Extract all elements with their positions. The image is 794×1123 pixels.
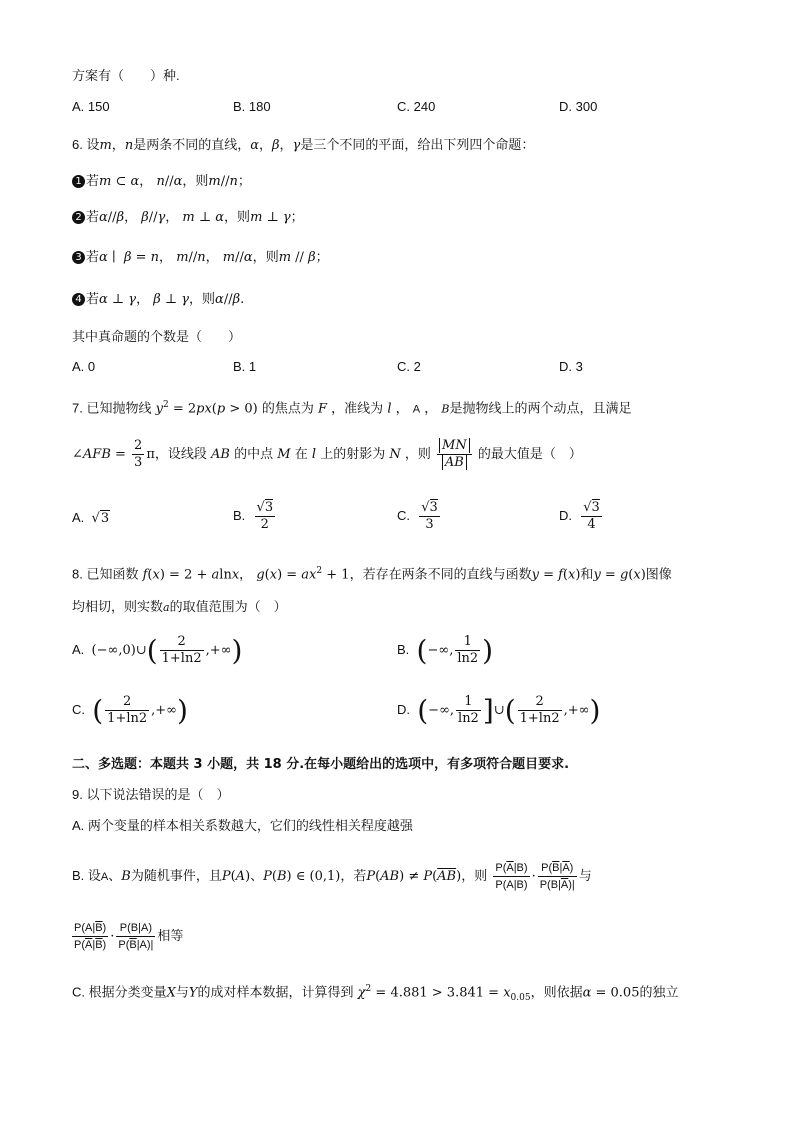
prop-number-3: 3 (72, 251, 85, 264)
q9-option-b-line2: $\frac{P(A|\overline{B})}{P(\overline{A}|\overline{B})}$ · $\frac{P(B|A)}{P(\overline{B}|A)|}$ 相等 (74, 922, 184, 951)
prop-number-2: 2 (72, 211, 85, 224)
q6-prop-3: 3 若α ∣ β = n， m//n， m//α，则m // β； (72, 248, 329, 267)
q9-option-a: A. 两个变量的样本相关系数越大，它们的线性相关程度越强 (72, 818, 413, 833)
q8-option-a: A. (−∞,0)∪( $\frac{2}{1+\ln 2}$ ,+∞) (72, 634, 243, 667)
q9-stem: 9. 以下说法错误的是（ ） (72, 787, 230, 802)
q6-prop-4: 4 若α ⊥ γ， β ⊥ γ，则α//β. (72, 290, 244, 309)
q7-option-c: C. $\frac{√3}{3}$ (397, 500, 438, 532)
q5-stem-tail: 方案有（ ）种. (72, 68, 180, 83)
q8-stem: 8. 已知函数 f(x) = 2 + alnx， $g(x) = ax^2 + 1$，若存在两条不同的直线与函数y = f(x)和y = g(x)图像 (72, 566, 672, 583)
q6-option-c: C. 2 (397, 359, 421, 374)
q7-stem: 7. 已知抛物线 $y^2 = 2px(p > 0)$ 的焦点为 F ，准线为 l ， A ， B是抛物线上的两个动点，且满足 (72, 400, 632, 417)
prop-number-4: 4 (72, 293, 85, 306)
q5-option-b: B. 180 (233, 99, 271, 114)
q9-option-b: B. 设A、B为随机事件，且P(A)、P(B) ∈ (0,1)，若$P(AB) \ne P(\overline{AB})$，则 $\frac{P(\overline{A}|B)}{P(A|B)}$ · $\frac{P(\overline{B}|\overline{A})}{P(B|\overline{A})|}$ 与 (72, 862, 592, 891)
q8-option-b: B. (−∞, $\frac{1}{\ln 2}$ ) (397, 634, 494, 667)
q5-option-d: D. 300 (559, 99, 598, 114)
q7-option-b: B. $\frac{√3}{2}$ (233, 500, 274, 532)
q6-prop-2: 2 若α//β， β//γ， m ⊥ α，则m ⊥ γ； (72, 208, 304, 227)
q9-option-c: C. 根据分类变量X与Y的成对样本数据，计算得到 $\chi^2 = 4.881 > 3.841 = x_{0.05}$，则依据α = 0.05的独立 (72, 984, 679, 1003)
section-heading: 二、多选题：本题共 3 小题，共 18 分.在每小题给出的选项中，有多项符合题目要求. (72, 757, 570, 772)
angle-fraction: $\frac{2}{3}$ (134, 438, 143, 470)
q7-option-d: D. $\frac{√3}{4}$ (559, 500, 600, 532)
prop-number-1: 1 (72, 175, 85, 188)
q6-option-d: D. 3 (559, 359, 583, 374)
q5-option-c: C. 240 (397, 99, 436, 114)
q8-option-d: D. (−∞, $\frac{1}{\ln 2}$ ]∪( $\frac{2}{1+\ln 2}$ ,+∞) (397, 694, 601, 727)
q6-prop-1: 1 若m ⊂ α， n//α，则m//n； (72, 172, 251, 191)
q6-option-b: B. 1 (233, 359, 257, 374)
q5-option-a: A. 150 (72, 99, 110, 114)
q8-option-c: C. ( $\frac{2}{1+\ln 2}$ ,+∞) (72, 694, 188, 727)
q7-option-a: A. √3 (72, 510, 110, 526)
q6-option-a: A. 0 (72, 359, 96, 374)
ratio-fraction: $\frac{MN}{AB}$ (437, 438, 472, 471)
q6-ask: 其中真命题的个数是（ ） (72, 329, 242, 344)
q7-stem-line2: ∠AFB = $\frac{2}{3}$ π，设线段 AB 的中点 M 在 l 上的射影为 N ，则 $\frac{MN}{AB}$ 的最大值是（ ） (72, 438, 582, 470)
q6-stem: 6. 设m，n是两条不同的直线，α，β，γ是三个不同的平面，给出下列四个命题： (72, 137, 535, 153)
q8-stem-line2: 均相切，则实数a的取值范围为（ ） (72, 599, 287, 614)
